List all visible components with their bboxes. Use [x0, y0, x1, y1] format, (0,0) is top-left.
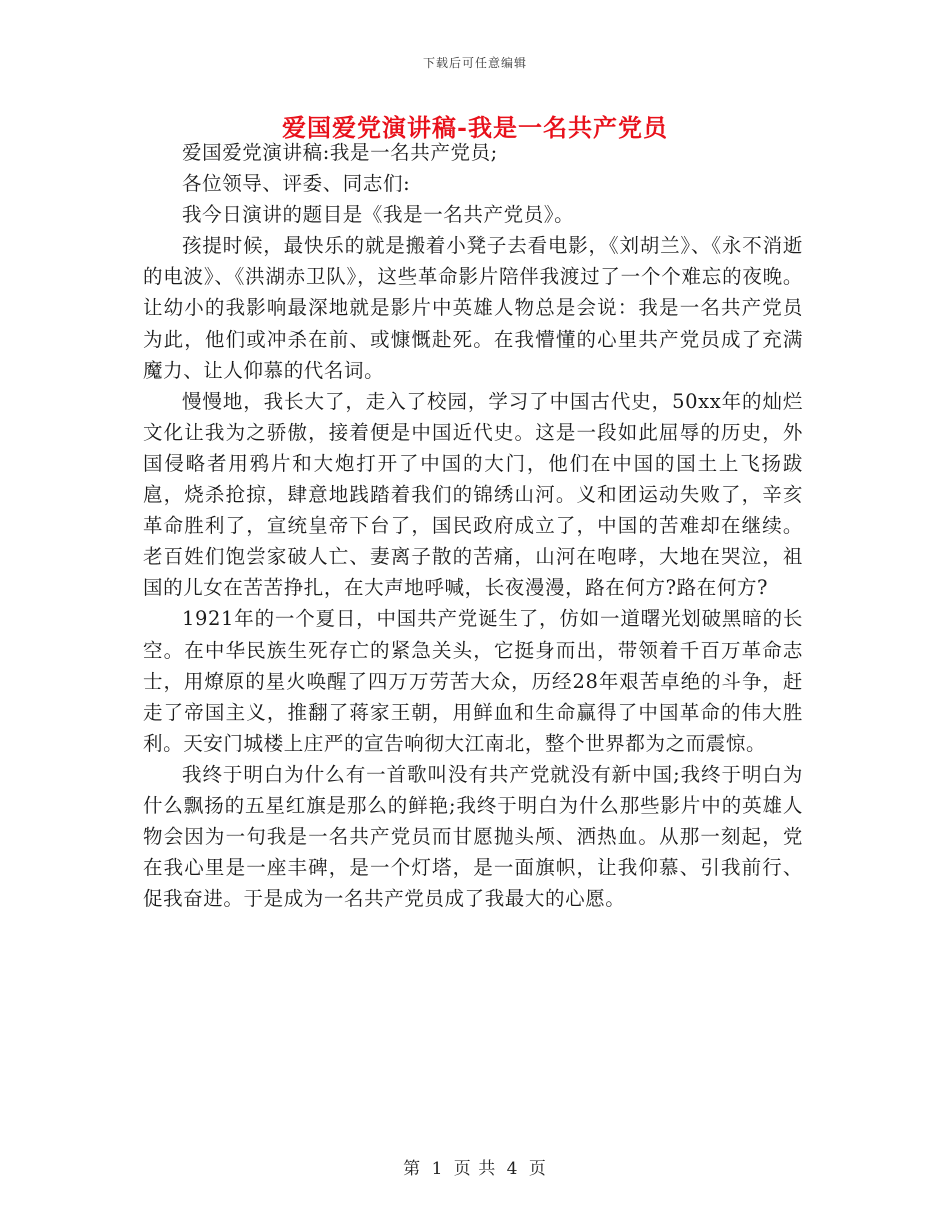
paragraph-conclusion: 我终于明白为什么有一首歌叫没有共产党就没有新中国;我终于明白为什么飘扬的五星红旗是那么的鲜艳;我终于明白为什么那些影片中的英雄人物会因为一句我是一名共产党员而甘愿抛头颅、洒热血。从那一刻起，党在我心里是一座丰碑，是一个灯塔，是一面旗帜，让我仰慕、引我前行、促我奋进。于是成为一名共产党员成了我最大的心愿。	[143, 762, 803, 911]
paragraph-history: 慢慢地，我长大了，走入了校园，学习了中国古代史，50xx年的灿烂文化让我为之骄傲，接着便是中国近代史。这是一段如此屈辱的历史，外国侵略者用鸦片和大炮打开了中国的大门，他们在中国的国土上飞扬跋扈，烧杀抢掠，肆意地践踏着我们的锦绣山河。义和团运动失败了，辛亥革命胜利了，宣统皇帝下台了，国民政府成立了，中国的苦难却在继续。老百姓们饱尝家破人亡、妻离子散的苦痛，山河在咆哮，大地在哭泣，祖国的儿女在苦苦挣扎，在大声地呼喊，长夜漫漫，路在何方?路在何方?	[143, 389, 803, 600]
paragraph-party-founding: 1921年的一个夏日，中国共产党诞生了，仿如一道曙光划破黑暗的长空。在中华民族生死存亡的紧急关头，它挺身而出，带领着千百万革命志士，用燎原的星火唤醒了四万万劳苦大众，历经28年艰苦卓绝的斗争，赶走了帝国主义，推翻了蒋家王朝，用鲜血和生命赢得了中国革命的伟大胜利。天安门城楼上庄严的宣告响彻大江南北，整个世界都为之而震惊。	[143, 607, 803, 755]
footer-current-page: 1	[431, 1159, 444, 1179]
document-title: 爱国爱党演讲稿-我是一名共产党员	[282, 113, 668, 142]
paragraph-topic: 我今日演讲的题目是《我是一名共产党员》。	[182, 203, 575, 227]
footer-total-pages: 4	[506, 1159, 519, 1179]
document-body	[143, 137, 803, 914]
footer-mid: 页 共	[453, 1159, 497, 1179]
paragraph-childhood: 孩提时候，最快乐的就是搬着小凳子去看电影，《刘胡兰》、《永不消逝的电波》、《洪湖赤卫队》，这些革命影片陪伴我渡过了一个个难忘的夜晚。让幼小的我影响最深地就是影片中英雄人物总是会说：我是一名共产党员为此，他们或冲杀在前、或慷慨赴死。在我懵懂的心里共产党员成了充满魔力、让人仰慕的代名词。	[143, 234, 803, 382]
footer-prefix: 第	[403, 1159, 422, 1179]
header-note: 下载后可任意编辑	[422, 56, 527, 70]
footer-suffix: 页	[528, 1159, 547, 1179]
paragraph-salutation: 各位领导、评委、同志们:	[182, 172, 411, 196]
paragraph-subtitle: 爱国爱党演讲稿:我是一名共产党员;	[182, 141, 498, 164]
page-footer	[0, 1154, 950, 1179]
